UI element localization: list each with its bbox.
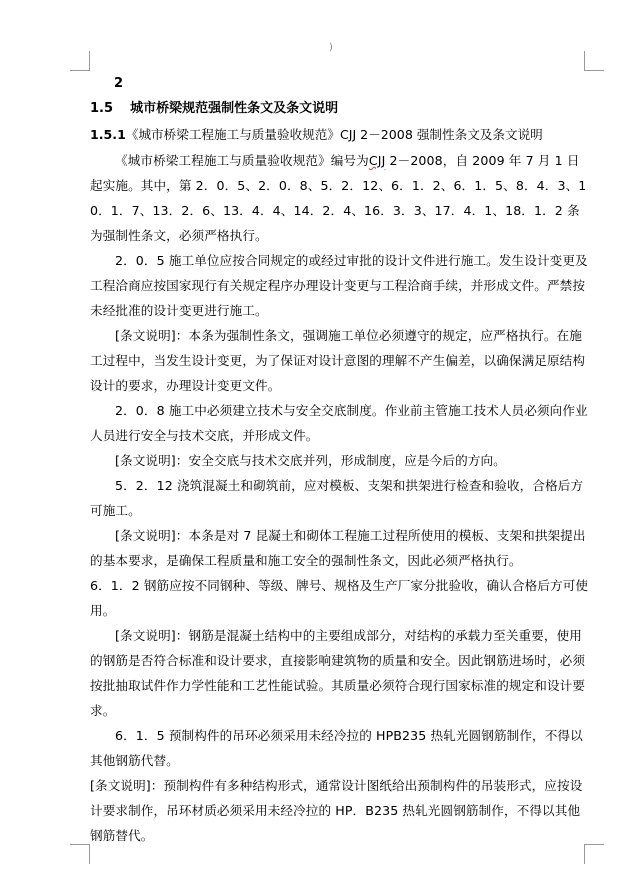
subsection-number: 1.5.1 [90, 127, 126, 142]
paragraph-9: [条文说明]：钢筋是混凝土结构中的主要组成部分，对结构的承载力至关重要，使用的钢筋是否符合标准和设计要求，直接影响建筑物的质量和安全。因此钢筋进场时，必须按批抽取试件作力学性能和工艺性能试验。其质量必须符合现行国家标准的规定和设计要求。 [90, 628, 586, 718]
crop-mark-top-left-v [89, 51, 90, 71]
crop-mark-top-right-h [584, 70, 604, 71]
chapter-number: 2 [114, 76, 124, 91]
section-heading [90, 96, 590, 122]
paragraph-4: 2．0．8 施工中必须建立技术与安全交底制度。作业前主管施工技术人员必须向作业人员进行安全与技术交底，并形成文件。 [90, 403, 588, 443]
paragraph-6: 5．2．12 浇筑混凝土和砌筑前，应对模板、支架和拱架进行检查和验收，合格后方可施工。 [90, 478, 584, 518]
spellcheck-word: CJJ [368, 153, 386, 168]
paragraph-8: 6．1．2 钢筋应按不同钢种、等级、牌号、规格及生产厂家分批验收，确认合格后方可使用。 [90, 578, 589, 618]
paragraph-7: [条文说明]：本条是对 7 昆凝土和砌体工程施工过程所使用的模板、支架和拱架提出的基本要求，是确保工程质量和施工安全的强制性条文，因此必须严格执行。 [90, 528, 586, 568]
crop-mark-top-left-h [70, 70, 90, 71]
section-title: 城市桥梁规范强制性条文及条文说明 [130, 101, 339, 116]
paragraph-11: [条文说明]：预制构件有多种结构形式，通常设计图纸给出预制构件的吊装形式，应按设计要求制作，吊环材质必须采用未经冷拉的 HP．B235 热轧光圆钢筋制作，不得以其他钢筋替代。 [90, 778, 583, 843]
paragraph-1-pre: 《城市桥梁工程施工与质量验收规范》编号为 [115, 153, 369, 168]
subsection-title: 《城市桥梁工程施工与质量验收规范》CJJ 2－2008 强制性条文及条文说明 [125, 127, 543, 142]
section-number: 1.5 [90, 101, 114, 116]
crop-mark-top-right-v [584, 51, 585, 71]
paragraph-10: 6．1．5 预制构件的吊环必须采用未经冷拉的 HPB235 热轧光圆钢筋制作，不得以其他钢筋代替。 [90, 728, 583, 768]
header-glyph: ) [329, 42, 333, 53]
crop-mark-bottom-left-h [70, 844, 90, 845]
document-body [90, 72, 590, 848]
paragraph-2: 2．0．5 施工单位应按合同规定的或经过审批的设计文件进行施工。发生设计变更及工程洽商应按国家现行有关规定程序办理设计变更与工程洽商手续，并形成文件。严禁按未经批准的设计变更进行施工。 [90, 253, 588, 318]
subsection-heading [90, 122, 590, 148]
paragraph-5: [条文说明]：安全交底与技术交底并列，形成制度，应是今后的方向。 [115, 453, 506, 468]
paragraph-1 [90, 148, 590, 248]
paragraph-1-post: 2－2008，自 2009 年 7 月 1 日起实施。其中，第 2．0．5、2．0．8、5．2．12、6．1．2、6．1．5、8．4．3、10．1．7、13．2．6、13．4．4、14．2．4、16．3．3、17．4．1、18．1．2 条为强制性条文，必须严格执行。 [90, 153, 587, 243]
paragraph-3: [条文说明]：本条为强制性条文，强调施工单位必须遵守的规定，应严格执行。在施工过程中，当发生设计变更，为了保证对设计意图的理解不产生偏差，以确保满足原结构设计的要求，办理设计变更文件。 [90, 328, 586, 393]
